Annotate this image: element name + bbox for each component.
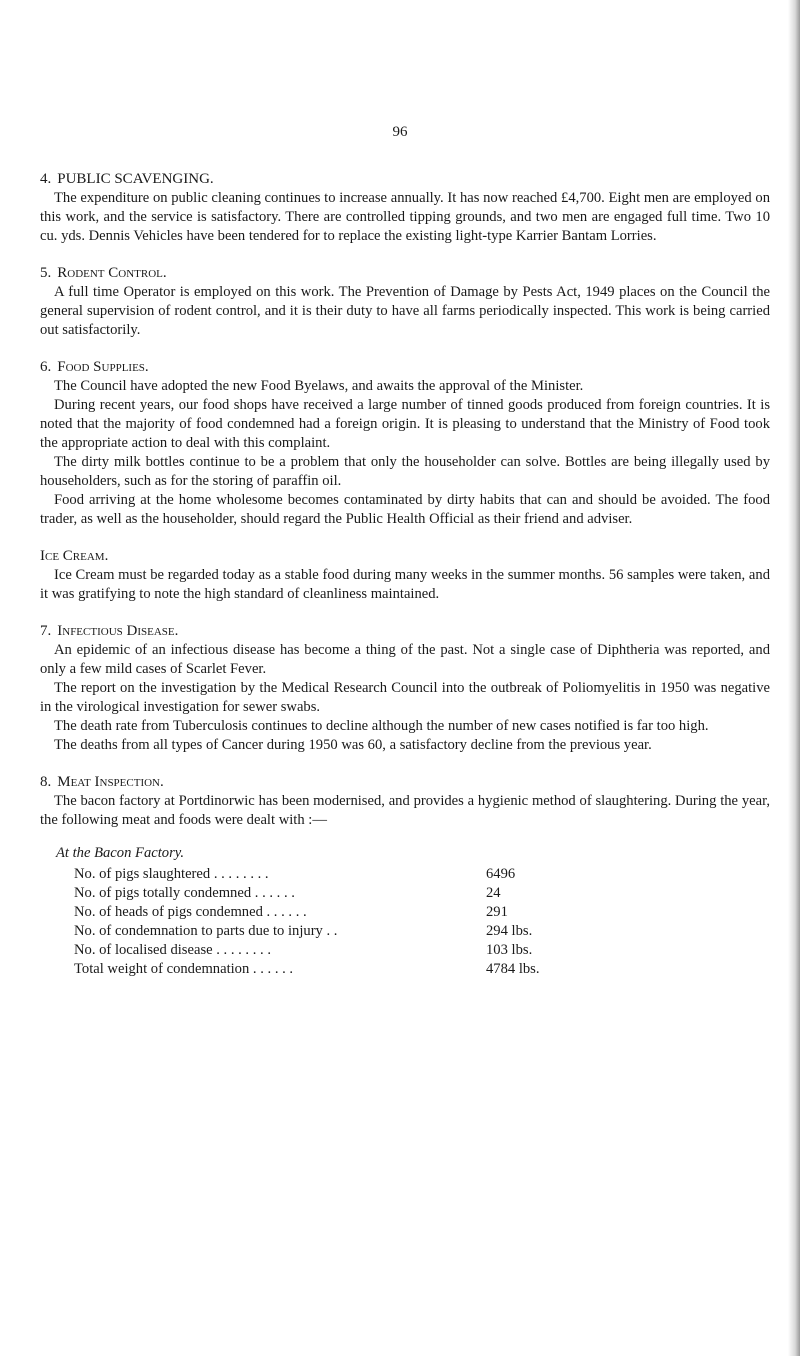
table-row <box>74 941 770 960</box>
section-number: 6. <box>40 359 52 375</box>
table-row <box>74 922 770 941</box>
row-value: 294 lbs. <box>486 923 533 939</box>
section-number: 5. <box>40 265 52 281</box>
table-row <box>74 960 770 979</box>
section-title: Ice Cream. <box>40 548 109 564</box>
section-title: Rodent Control. <box>57 265 167 281</box>
section-heading <box>40 264 770 283</box>
page-number: 96 <box>392 124 408 140</box>
paragraph: The dirty milk bottles continue to be a problem that only the householder can solve. Bottles are being illegally used by householders, such as for the storing of paraffin oil. <box>40 454 770 489</box>
section-number: 8. <box>40 774 52 790</box>
section-ice-cream <box>40 547 770 604</box>
row-value: 24 <box>486 885 501 901</box>
section-number: 4. <box>40 171 52 187</box>
paragraph: The Council have adopted the new Food Byelaws, and awaits the approval of the Minister. <box>54 378 584 394</box>
section-title: Meat Inspection. <box>57 774 164 790</box>
section-title: PUBLIC SCAVENGING. <box>57 171 214 187</box>
table-row <box>74 884 770 903</box>
row-value: 6496 <box>486 866 516 882</box>
paragraph: The bacon factory at Portdinorwic has been modernised, and provides a hygienic method of slaughtering. During the year, the following meat and foods were dealt with :— <box>40 793 770 828</box>
table-row <box>74 865 770 884</box>
section-public-scavenging <box>40 170 770 246</box>
section-meat-inspection <box>40 773 770 979</box>
paragraph: A full time Operator is employed on this work. The Prevention of Damage by Pests Act, 1949 places on the Council the general supervision of rodent control, and it is their duty to have all farms periodically inspected. This work is being carried out satisfactorily. <box>40 284 770 338</box>
row-label: No. of condemnation to parts due to injury . . <box>74 923 338 939</box>
row-value: 291 <box>486 904 508 920</box>
paragraph: The deaths from all types of Cancer during 1950 was 60, a satisfactory decline from the previous year. <box>54 737 652 753</box>
paragraph: The report on the investigation by the Medical Research Council into the outbreak of Poliomyelitis in 1950 was negative in the virological investigation for sewer swabs. <box>40 680 770 715</box>
section-heading <box>40 622 770 641</box>
section-title: Infectious Disease. <box>57 623 179 639</box>
table-title: At the Bacon Factory. <box>56 845 185 861</box>
section-rodent-control <box>40 264 770 340</box>
document-body <box>40 170 770 997</box>
paragraph: Food arriving at the home wholesome becomes contaminated by dirty habits that can and should be avoided. The food trader, as well as the householder, should regard the Public Health Official as their friend and adviser. <box>40 492 770 527</box>
row-label: No. of pigs slaughtered . . . . . . . . <box>74 866 269 882</box>
section-heading <box>40 170 770 189</box>
section-heading <box>40 547 770 566</box>
row-label: No. of pigs totally condemned . . . . . . <box>74 885 295 901</box>
paragraph: The death rate from Tuberculosis continues to decline although the number of new cases notified is far too high. <box>54 718 709 734</box>
section-food-supplies <box>40 358 770 529</box>
row-label: Total weight of condemnation . . . . . . <box>74 961 294 977</box>
section-heading <box>40 773 770 792</box>
row-label: No. of heads of pigs condemned . . . . . . <box>74 904 307 920</box>
bacon-factory-table <box>56 844 770 979</box>
paragraph: During recent years, our food shops have received a large number of tinned goods produced from foreign countries. It is noted that the majority of food condemned had a foreign origin. It is pleasing to understand that the Ministry of Food took the appropriate action to deal with this complaint. <box>40 397 770 451</box>
paragraph: An epidemic of an infectious disease has become a thing of the past. Not a single case of Diphtheria was reported, and only a few mild cases of Scarlet Fever. <box>40 642 770 677</box>
section-title: Food Supplies. <box>57 359 149 375</box>
section-number: 7. <box>40 623 52 639</box>
paragraph: The expenditure on public cleaning continues to increase annually. It has now reached £4,700. Eight men are employed on this work, and the service is satisfactory. There are controlled tipping grounds, and two men are engaged full time. Two 10 cu. yds. Dennis Vehicles have been tendered for to replace the existing light-type Karrier Bantam Lorries. <box>40 190 770 244</box>
row-label: No. of localised disease . . . . . . . . <box>74 942 271 958</box>
row-value: 4784 lbs. <box>486 961 540 977</box>
paragraph: Ice Cream must be regarded today as a stable food during many weeks in the summer months. 56 samples were taken, and it was gratifying to note the high standard of cleanliness maintained. <box>40 567 770 602</box>
section-infectious-disease <box>40 622 770 755</box>
table-row <box>74 903 770 922</box>
page-edge-shadow <box>788 0 800 1356</box>
section-heading <box>40 358 770 377</box>
row-value: 103 lbs. <box>486 942 533 958</box>
